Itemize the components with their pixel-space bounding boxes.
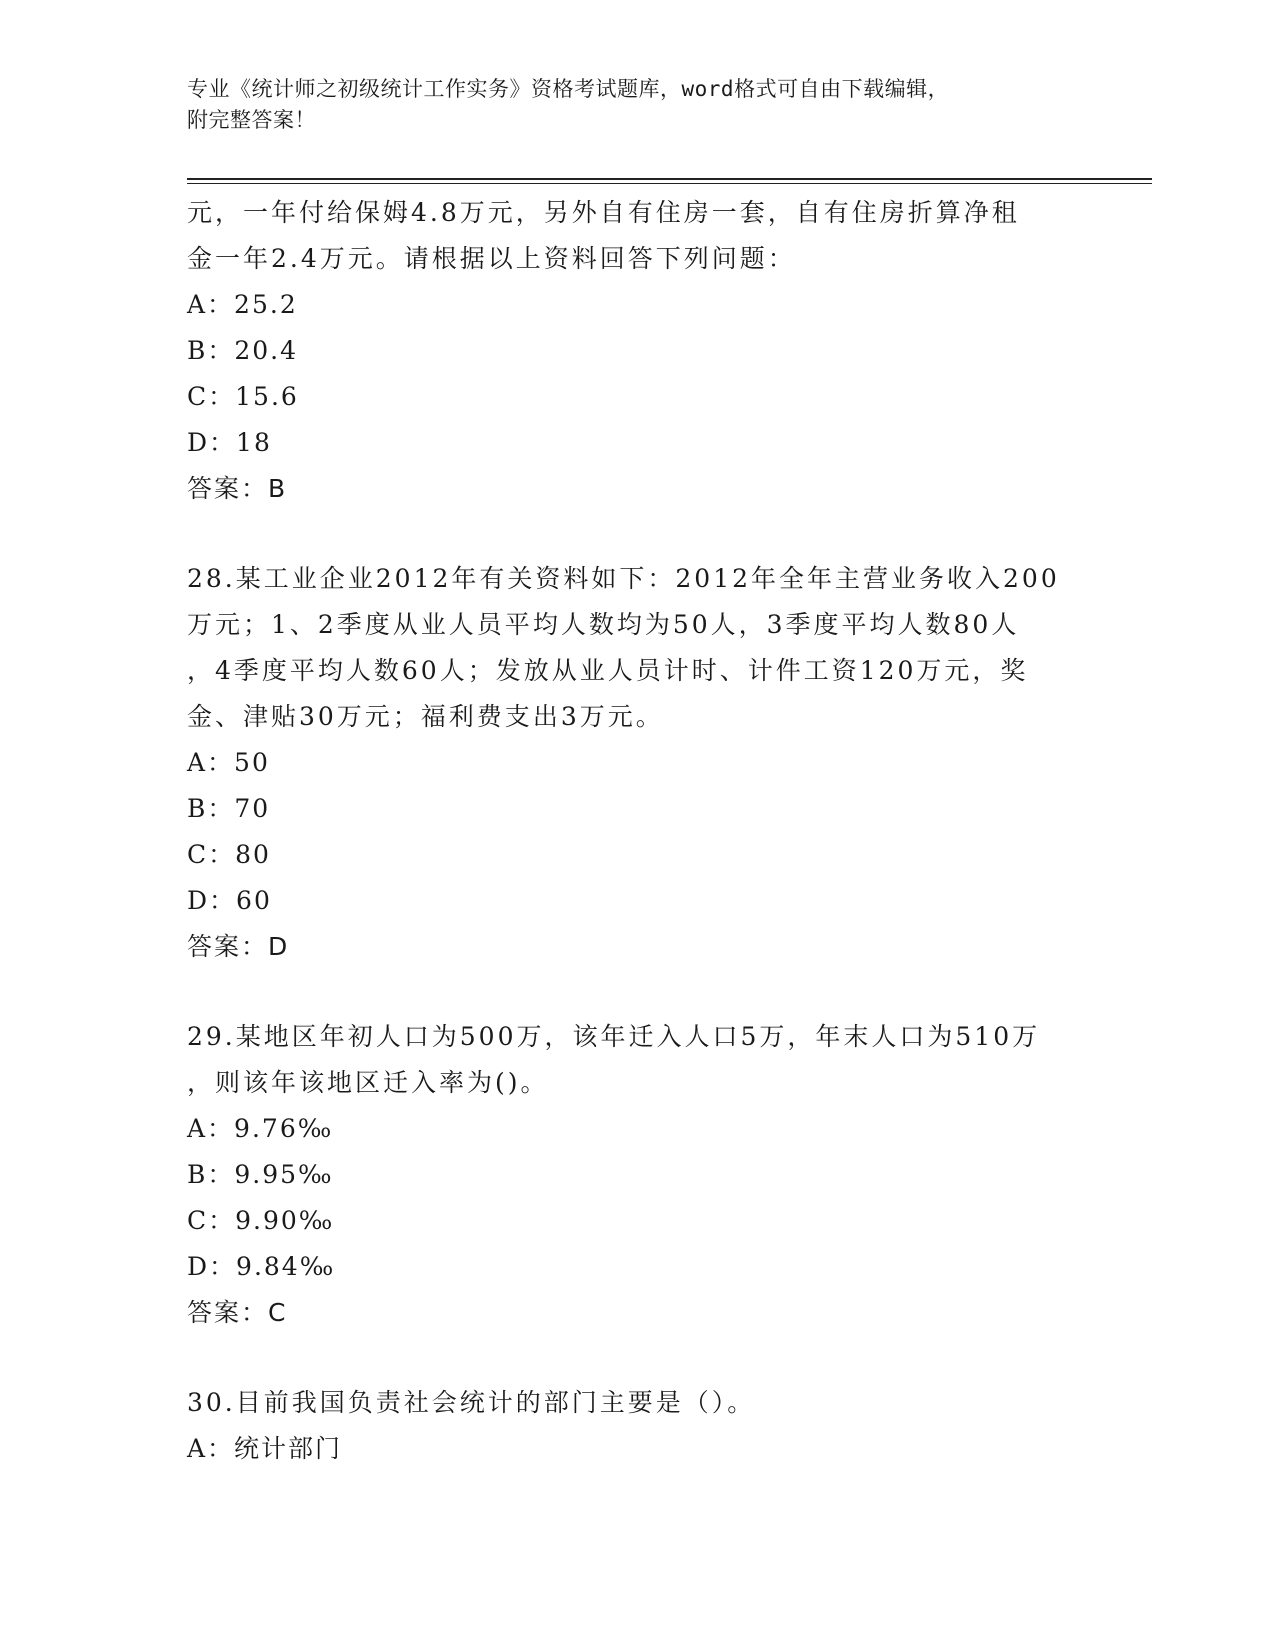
- option-a: A：50: [187, 748, 270, 777]
- question-text-line: 万元；1、2季度从业人员平均人数均为50人，3季度平均人数80人: [187, 610, 1020, 639]
- question-text-line: 29.某地区年初人口为500万，该年迁入人口5万，年末人口为510万: [187, 1022, 1041, 1051]
- option-a: A：9.76‰: [187, 1114, 334, 1143]
- header-rule-thin: [187, 183, 1152, 184]
- question-text-line: 金一年2.4万元。请根据以上资料回答下列问题：: [187, 244, 796, 273]
- option-b: B：70: [187, 794, 271, 823]
- question-text-line: ，则该年该地区迁入率为()。: [187, 1068, 549, 1097]
- question-text-line: 28.某工业企业2012年有关资料如下：2012年全年主营业务收入200: [187, 564, 1060, 593]
- question-30: [187, 1380, 1087, 1472]
- question-28: [187, 556, 1087, 970]
- option-a: A：统计部门: [187, 1434, 343, 1463]
- option-c: C：80: [187, 840, 271, 869]
- header-line: 专业《统计师之初级统计工作实务》资格考试题库，word格式可自由下载编辑，: [187, 77, 950, 101]
- question-text-line: ，4季度平均人数60人；发放从业人员计时、计件工资120万元，奖: [187, 656, 1029, 685]
- answer: 答案：B: [187, 474, 288, 503]
- header-rule-thick: [187, 178, 1152, 180]
- document-header: [187, 74, 1067, 136]
- option-b: B：9.95‰: [187, 1160, 334, 1189]
- option-d: D：18: [187, 428, 272, 457]
- option-c: C：15.6: [187, 382, 299, 411]
- question-29: [187, 1014, 1087, 1336]
- question-text-line: 30.目前我国负责社会统计的部门主要是（）。: [187, 1388, 756, 1417]
- answer: 答案：D: [187, 932, 290, 961]
- question-list: [187, 190, 1087, 1472]
- option-d: D：9.84‰: [187, 1252, 336, 1281]
- option-c: C：9.90‰: [187, 1206, 335, 1235]
- question-text-line: 金、津贴30万元；福利费支出3万元。: [187, 702, 664, 731]
- option-b: B：20.4: [187, 336, 299, 365]
- option-a: A：25.2: [187, 290, 298, 319]
- answer: 答案：C: [187, 1298, 288, 1327]
- option-d: D：60: [187, 886, 272, 915]
- question-27: [187, 190, 1087, 512]
- header-line: 附完整答案！: [187, 108, 316, 132]
- question-text-line: 元，一年付给保姆4.8万元，另外自有住房一套，自有住房折算净租: [187, 198, 1020, 227]
